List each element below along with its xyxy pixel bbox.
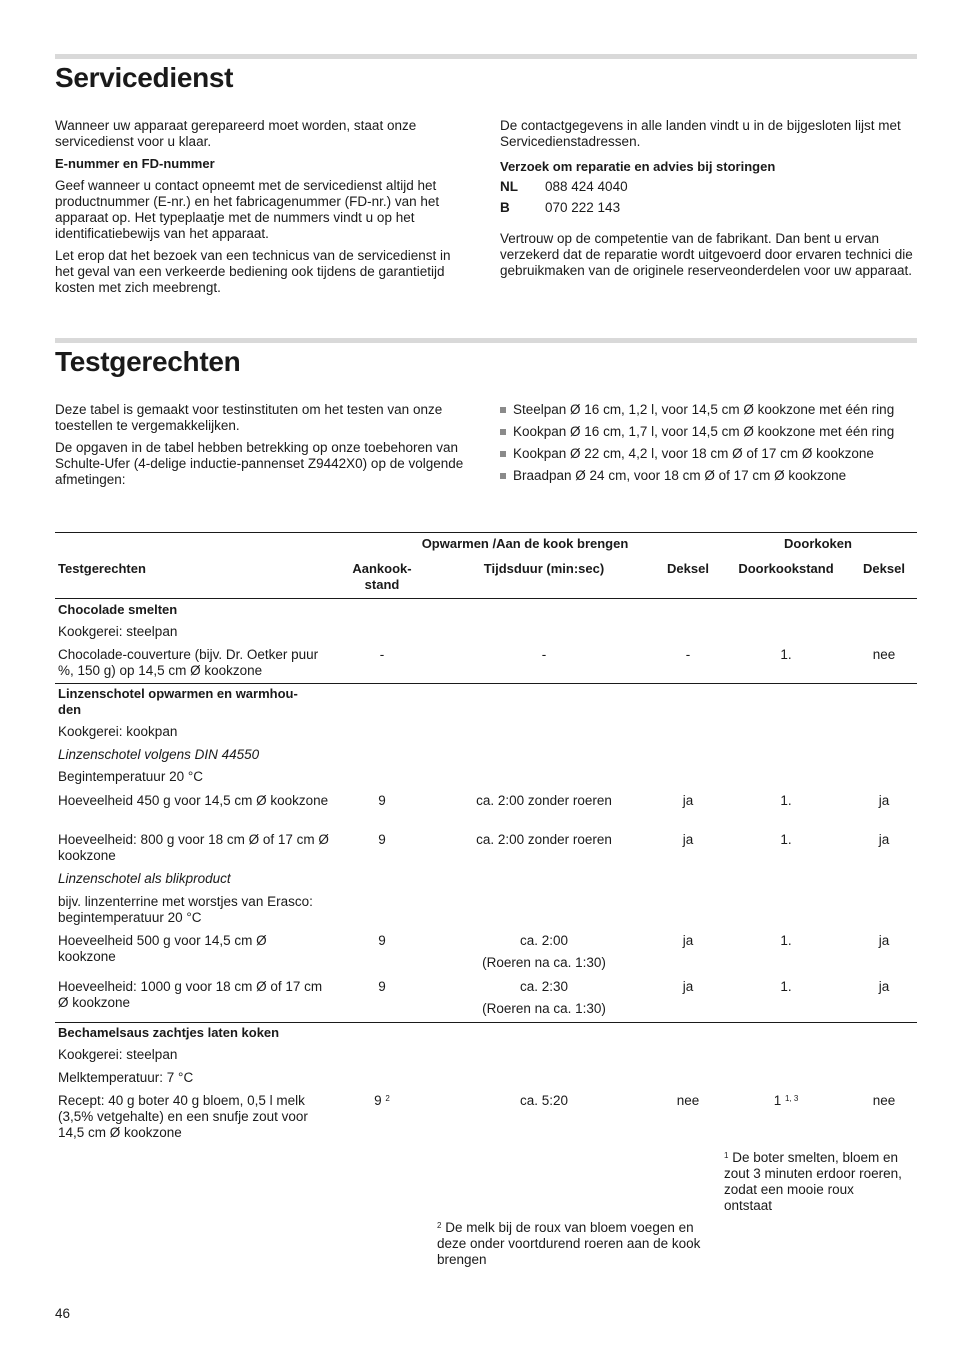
group-title-bechamel: Bechamelsaus zachtjes laten koken [58, 1025, 280, 1040]
list-item: Kookpan Ø 22 cm, 4,2 l, voor 18 cm Ø of 17 cm Ø kookzone [499, 446, 919, 462]
sub-heading: Linzenschotel volgens DIN 44550 [58, 747, 260, 762]
group-header-simmer: Doorkoken [784, 536, 852, 551]
simmer-value: 1 [773, 1093, 782, 1108]
cell-duration: ca. 2:00 zonder roeren [476, 793, 612, 808]
page-number: 46 [55, 1306, 71, 1321]
enr-heading: E-nummer en FD-nummer [55, 156, 215, 171]
cell-simmer [726, 1093, 846, 1109]
cell-simmer: 1. [780, 832, 792, 847]
cookware-note: Kookgerei: steelpan [58, 624, 178, 639]
cell-lid: nee [676, 1093, 700, 1108]
cell-lid: ja [682, 933, 694, 948]
cell-setting: 9 [378, 979, 386, 994]
tests-intro-1: Deze tabel is gemaakt voor testinstituten om het testen van onze toestellen te vergemakkelijken. [55, 402, 443, 433]
cell-lid: ja [682, 832, 694, 847]
table-top-rule [55, 532, 917, 533]
table-row-rule [55, 1022, 917, 1023]
example-note: bijv. linzenterrine met worstjes van Erasco: begintemperatuur 20 °C [58, 894, 313, 925]
visit-text: Let erop dat het bezoek van een technicus van de servicedienst in het geval van een verkeerde bediening ook tijdens de garantietijd kosten met zich meebrengt. [55, 248, 451, 295]
cell-lid: nee [872, 647, 896, 662]
country-code: B [500, 200, 510, 215]
cell-duration: ca. 2:30 [519, 979, 569, 994]
list-item: Kookpan Ø 16 cm, 1,7 l, voor 14,5 cm Ø kookzone met één ring [499, 424, 919, 440]
cell-duration: ca. 5:20 [519, 1093, 569, 1108]
cell-lid: ja [878, 933, 890, 948]
cell-setting: 9 [378, 832, 386, 847]
cell-duration: - [541, 647, 547, 662]
cell-lid: ja [682, 793, 694, 808]
trust-text: Vertrouw op de competentie van de fabrikant. Dan bent u ervan verzekerd dat de reparatie wordt uitgevoerd door ervaren technici die gebruikmaken van de originele reserveonderdelen voor uw apparaat. [500, 231, 913, 278]
group-title-chocolate: Chocolade smelten [58, 602, 178, 617]
table-row-label: Hoeveelheid: 800 g voor 18 cm Ø of 17 cm Ø kookzone [58, 832, 329, 863]
col-header-dish: Testgerechten [58, 561, 146, 576]
tests-left-column [55, 402, 473, 488]
cell-lid: ja [878, 793, 890, 808]
list-item: Steelpan Ø 16 cm, 1,2 l, voor 14,5 cm Ø kookzone met één ring [499, 402, 919, 418]
sub-heading: Linzenschotel als blikproduct [58, 871, 231, 886]
cell-simmer: 1. [780, 793, 792, 808]
cell-lid: - [685, 647, 691, 662]
col-header-lid: Deksel [667, 561, 709, 576]
footnote-1 [724, 1150, 904, 1214]
phone-list [500, 179, 918, 221]
phone-number: 070 222 143 [545, 200, 621, 215]
contact-text: De contactgegevens in alle landen vindt u in de bijgesloten lijst met Servicedienstadressen. [500, 118, 901, 149]
cell-setting [352, 1093, 412, 1109]
col-header-setting: Aankook- stand [352, 561, 412, 592]
table-header-rule [55, 598, 917, 599]
tests-title: Testgerechten [55, 346, 241, 377]
table-row-label: Hoeveelheid: 1000 g voor 18 cm Ø of 17 cm Ø kookzone [58, 979, 323, 1010]
cell-lid: ja [682, 979, 694, 994]
cell-lid: ja [878, 832, 890, 847]
table-row-label: Hoeveelheid 450 g voor 14,5 cm Ø kookzone [58, 793, 329, 808]
list-item: Braadpan Ø 24 cm, voor 18 cm Ø of 17 cm Ø kookzone [499, 468, 919, 484]
cell-simmer: 1. [780, 933, 792, 948]
cell-simmer: 1. [780, 647, 792, 662]
phone-row-nl [500, 179, 918, 200]
start-temp-note: Begintemperatuur 20 °C [58, 769, 203, 784]
table-row-label: Hoeveelheid 500 g voor 14,5 cm Ø kookzone [58, 933, 267, 964]
cell-setting: 9 [378, 933, 386, 948]
col-header-duration: Tijdsduur (min:sec) [483, 561, 605, 576]
setting-value: 9 [374, 1093, 382, 1108]
cell-setting: 9 [378, 793, 386, 808]
cookware-note: Kookgerei: kookpan [58, 724, 178, 739]
service-right-column [500, 118, 918, 279]
service-intro: Wanneer uw apparaat gerepareerd moet worden, staat onze servicedienst voor u klaar. [55, 118, 417, 149]
cell-duration: ca. 2:00 zonder roeren [476, 832, 612, 847]
footnote-2 [437, 1220, 722, 1268]
group-header-heat: Opwarmen /Aan de kook brengen [421, 536, 629, 551]
col-header-simmer-setting: Doorkookstand [738, 561, 834, 576]
repair-heading: Verzoek om reparatie en advies bij storingen [500, 159, 776, 174]
section-divider [55, 54, 917, 59]
service-left-column [55, 118, 473, 296]
milk-temp-note: Melktemperatuur: 7 °C [58, 1070, 194, 1085]
group-title-lentil: Linzenschotel opwarmen en warmhou- den [58, 686, 298, 717]
phone-number: 088 424 4040 [545, 179, 628, 194]
col-header-lid: Deksel [863, 561, 905, 576]
section-divider [55, 338, 917, 343]
cell-lid: nee [872, 1093, 896, 1108]
footnote-mark: 2 [437, 1221, 442, 1230]
cell-simmer: 1. [780, 979, 792, 994]
footnote-mark: 1 [724, 1151, 729, 1160]
table-row-label: Recept: 40 g boter 40 g bloem, 0,5 l melk (3,5% vetgehalte) en een snufje zout voor 14,5 cm Ø kookzone [58, 1093, 308, 1140]
cell-duration: ca. 2:00 [519, 933, 569, 948]
cookware-list [499, 402, 919, 490]
cell-setting: - [379, 647, 385, 662]
cell-duration-note: (Roeren na ca. 1:30) [482, 955, 606, 970]
footnote-text: De melk bij de roux van bloem voegen en deze onder voortdurend roeren aan de kook brengen [437, 1220, 701, 1267]
service-title: Servicedienst [55, 62, 234, 93]
cell-duration-note: (Roeren na ca. 1:30) [482, 1001, 606, 1016]
enr-text: Geef wanneer u contact opneemt met de servicedienst altijd het productnummer (E-nr.) en het fabricagenummer (FD-nr.) van het apparaat op. Het typeplaatje met de nummers vindt u op het identificatiebewijs van het apparaat. [55, 178, 440, 241]
phone-row-b [500, 200, 918, 221]
country-code: NL [500, 179, 518, 194]
table-row-rule [55, 683, 917, 684]
tests-intro-2: De opgaven in de tabel hebben betrekking op onze toebehoren van Schulte-Ufer (4-delige inductie-pannenset Z9442X0) op de volgende afmetingen: [55, 440, 464, 487]
table-row-label: Chocolade-couverture (bijv. Dr. Oetker puur %, 150 g) op 14,5 cm Ø kookzone [58, 647, 319, 678]
cookware-note: Kookgerei: steelpan [58, 1047, 178, 1062]
footnote-ref: 1, 3 [784, 1094, 799, 1103]
footnote-ref: 2 [385, 1094, 390, 1103]
cell-lid: ja [878, 979, 890, 994]
footnote-text: De boter smelten, bloem en zout 3 minuten erdoor roeren, zodat een mooie roux ontstaat [724, 1150, 902, 1213]
